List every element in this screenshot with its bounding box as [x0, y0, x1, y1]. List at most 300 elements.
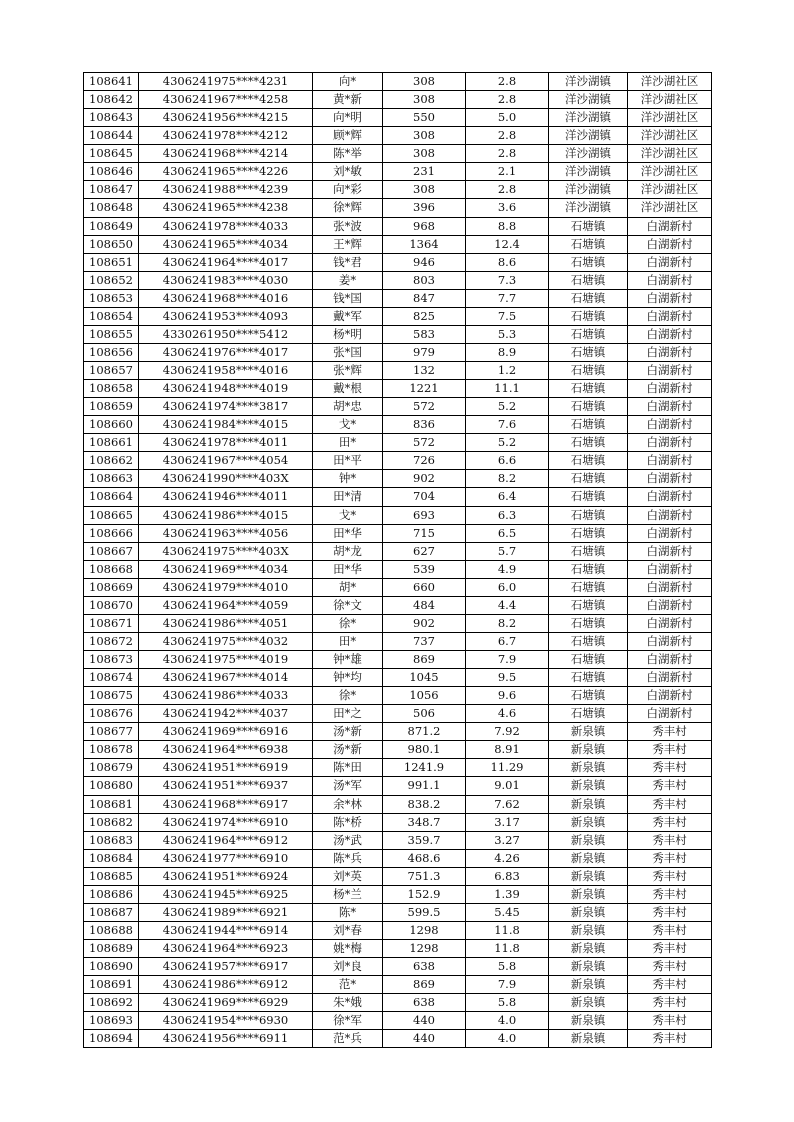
seq-cell: 108657 — [84, 362, 139, 380]
village-cell: 白湖新村 — [628, 380, 712, 398]
seq-cell: 108653 — [84, 289, 139, 307]
town-cell: 石塘镇 — [549, 687, 628, 705]
name-cell: 汤*武 — [313, 831, 383, 849]
village-cell: 白湖新村 — [628, 596, 712, 614]
id-number-cell: 4306241974****6910 — [139, 813, 313, 831]
id-number-cell: 4306241978****4011 — [139, 434, 313, 452]
amount-cell: 991.1 — [383, 777, 466, 795]
id-number-cell: 4306241954****6930 — [139, 1012, 313, 1030]
value-cell: 3.17 — [466, 813, 549, 831]
town-cell: 新泉镇 — [549, 994, 628, 1012]
seq-cell: 108648 — [84, 199, 139, 217]
amount-cell: 396 — [383, 199, 466, 217]
seq-cell: 108694 — [84, 1030, 139, 1048]
name-cell: 胡* — [313, 578, 383, 596]
name-cell: 向* — [313, 73, 383, 91]
town-cell: 石塘镇 — [549, 651, 628, 669]
name-cell: 胡*龙 — [313, 542, 383, 560]
table-row — [84, 91, 712, 109]
table-row — [84, 903, 712, 921]
village-cell: 秀丰村 — [628, 994, 712, 1012]
value-cell: 6.5 — [466, 524, 549, 542]
village-cell: 秀丰村 — [628, 921, 712, 939]
value-cell: 5.8 — [466, 958, 549, 976]
amount-cell: 838.2 — [383, 795, 466, 813]
value-cell: 5.2 — [466, 434, 549, 452]
seq-cell: 108674 — [84, 669, 139, 687]
name-cell: 钟* — [313, 470, 383, 488]
town-cell: 新泉镇 — [549, 958, 628, 976]
village-cell: 白湖新村 — [628, 235, 712, 253]
amount-cell: 869 — [383, 976, 466, 994]
amount-cell: 550 — [383, 109, 466, 127]
village-cell: 白湖新村 — [628, 560, 712, 578]
table-body — [84, 73, 712, 1048]
village-cell: 白湖新村 — [628, 614, 712, 632]
town-cell: 石塘镇 — [549, 217, 628, 235]
amount-cell: 847 — [383, 289, 466, 307]
table-row — [84, 741, 712, 759]
town-cell: 新泉镇 — [549, 849, 628, 867]
id-number-cell: 4306241975****4032 — [139, 632, 313, 650]
value-cell: 7.92 — [466, 723, 549, 741]
table-row — [84, 1030, 712, 1048]
name-cell: 陈* — [313, 903, 383, 921]
value-cell: 4.0 — [466, 1012, 549, 1030]
table-row — [84, 542, 712, 560]
name-cell: 杨*兰 — [313, 885, 383, 903]
town-cell: 石塘镇 — [549, 560, 628, 578]
value-cell: 4.9 — [466, 560, 549, 578]
name-cell: 余*林 — [313, 795, 383, 813]
amount-cell: 506 — [383, 705, 466, 723]
id-number-cell: 4306241956****6911 — [139, 1030, 313, 1048]
value-cell: 6.4 — [466, 488, 549, 506]
seq-cell: 108660 — [84, 416, 139, 434]
village-cell: 白湖新村 — [628, 416, 712, 434]
name-cell: 朱*娥 — [313, 994, 383, 1012]
village-cell: 秀丰村 — [628, 940, 712, 958]
name-cell: 徐* — [313, 614, 383, 632]
amount-cell: 902 — [383, 614, 466, 632]
table-row — [84, 362, 712, 380]
name-cell: 戴*军 — [313, 307, 383, 325]
amount-cell: 308 — [383, 181, 466, 199]
town-cell: 石塘镇 — [549, 524, 628, 542]
value-cell: 1.2 — [466, 362, 549, 380]
id-number-cell: 4306241964****6912 — [139, 831, 313, 849]
town-cell: 新泉镇 — [549, 867, 628, 885]
amount-cell: 1045 — [383, 669, 466, 687]
town-cell: 石塘镇 — [549, 470, 628, 488]
id-number-cell: 4306241974****3817 — [139, 398, 313, 416]
village-cell: 白湖新村 — [628, 217, 712, 235]
town-cell: 洋沙湖镇 — [549, 73, 628, 91]
town-cell: 新泉镇 — [549, 759, 628, 777]
id-number-cell: 4306241978****4212 — [139, 127, 313, 145]
table-row — [84, 343, 712, 361]
town-cell: 石塘镇 — [549, 578, 628, 596]
value-cell: 9.5 — [466, 669, 549, 687]
amount-cell: 231 — [383, 163, 466, 181]
amount-cell: 308 — [383, 127, 466, 145]
village-cell: 秀丰村 — [628, 723, 712, 741]
amount-cell: 627 — [383, 542, 466, 560]
id-number-cell: 4306241945****6925 — [139, 885, 313, 903]
village-cell: 白湖新村 — [628, 506, 712, 524]
town-cell: 石塘镇 — [549, 452, 628, 470]
seq-cell: 108659 — [84, 398, 139, 416]
id-number-cell: 4306241979****4010 — [139, 578, 313, 596]
table-row — [84, 813, 712, 831]
seq-cell: 108680 — [84, 777, 139, 795]
amount-cell: 1298 — [383, 921, 466, 939]
amount-cell: 979 — [383, 343, 466, 361]
id-number-cell: 4306241969****6916 — [139, 723, 313, 741]
seq-cell: 108685 — [84, 867, 139, 885]
town-cell: 新泉镇 — [549, 723, 628, 741]
village-cell: 白湖新村 — [628, 651, 712, 669]
seq-cell: 108679 — [84, 759, 139, 777]
town-cell: 石塘镇 — [549, 362, 628, 380]
seq-cell: 108647 — [84, 181, 139, 199]
amount-cell: 871.2 — [383, 723, 466, 741]
value-cell: 6.3 — [466, 506, 549, 524]
village-cell: 白湖新村 — [628, 307, 712, 325]
town-cell: 新泉镇 — [549, 741, 628, 759]
value-cell: 5.7 — [466, 542, 549, 560]
seq-cell: 108650 — [84, 235, 139, 253]
village-cell: 白湖新村 — [628, 343, 712, 361]
amount-cell: 572 — [383, 434, 466, 452]
town-cell: 洋沙湖镇 — [549, 163, 628, 181]
name-cell: 徐*辉 — [313, 199, 383, 217]
name-cell: 陈*桥 — [313, 813, 383, 831]
town-cell: 新泉镇 — [549, 831, 628, 849]
name-cell: 张*波 — [313, 217, 383, 235]
table-row — [84, 524, 712, 542]
village-cell: 白湖新村 — [628, 271, 712, 289]
table-row — [84, 976, 712, 994]
name-cell: 张*辉 — [313, 362, 383, 380]
seq-cell: 108691 — [84, 976, 139, 994]
town-cell: 新泉镇 — [549, 903, 628, 921]
seq-cell: 108662 — [84, 452, 139, 470]
table-row — [84, 921, 712, 939]
seq-cell: 108678 — [84, 741, 139, 759]
table-row — [84, 217, 712, 235]
table-row — [84, 181, 712, 199]
data-table — [83, 72, 712, 1048]
table-row — [84, 940, 712, 958]
village-cell: 白湖新村 — [628, 452, 712, 470]
amount-cell: 440 — [383, 1030, 466, 1048]
value-cell: 7.62 — [466, 795, 549, 813]
table-row — [84, 777, 712, 795]
seq-cell: 108641 — [84, 73, 139, 91]
amount-cell: 660 — [383, 578, 466, 596]
value-cell: 5.0 — [466, 109, 549, 127]
seq-cell: 108687 — [84, 903, 139, 921]
name-cell: 钱*君 — [313, 253, 383, 271]
table-row — [84, 831, 712, 849]
name-cell: 田*平 — [313, 452, 383, 470]
village-cell: 洋沙湖社区 — [628, 127, 712, 145]
table-row — [84, 109, 712, 127]
value-cell: 2.8 — [466, 91, 549, 109]
name-cell: 刘*敏 — [313, 163, 383, 181]
village-cell: 洋沙湖社区 — [628, 181, 712, 199]
value-cell: 8.91 — [466, 741, 549, 759]
village-cell: 白湖新村 — [628, 524, 712, 542]
amount-cell: 902 — [383, 470, 466, 488]
table-row — [84, 994, 712, 1012]
id-number-cell: 4306241951****6937 — [139, 777, 313, 795]
id-number-cell: 4306241948****4019 — [139, 380, 313, 398]
table-row — [84, 163, 712, 181]
table-row — [84, 271, 712, 289]
id-number-cell: 4306241968****4214 — [139, 145, 313, 163]
id-number-cell: 4306241983****4030 — [139, 271, 313, 289]
table-row — [84, 1012, 712, 1030]
id-number-cell: 4330261950****5412 — [139, 325, 313, 343]
value-cell: 6.6 — [466, 452, 549, 470]
town-cell: 新泉镇 — [549, 1030, 628, 1048]
id-number-cell: 4306241958****4016 — [139, 362, 313, 380]
table-row — [84, 849, 712, 867]
seq-cell: 108686 — [84, 885, 139, 903]
value-cell: 6.7 — [466, 632, 549, 650]
value-cell: 8.2 — [466, 470, 549, 488]
name-cell: 戈* — [313, 506, 383, 524]
village-cell: 秀丰村 — [628, 885, 712, 903]
town-cell: 洋沙湖镇 — [549, 145, 628, 163]
seq-cell: 108676 — [84, 705, 139, 723]
value-cell: 2.8 — [466, 73, 549, 91]
town-cell: 洋沙湖镇 — [549, 181, 628, 199]
table-row — [84, 73, 712, 91]
value-cell: 7.9 — [466, 651, 549, 669]
table-row — [84, 759, 712, 777]
amount-cell: 1241.9 — [383, 759, 466, 777]
town-cell: 新泉镇 — [549, 1012, 628, 1030]
value-cell: 5.8 — [466, 994, 549, 1012]
name-cell: 田*之 — [313, 705, 383, 723]
id-number-cell: 4306241984****4015 — [139, 416, 313, 434]
amount-cell: 751.3 — [383, 867, 466, 885]
id-number-cell: 4306241986****4015 — [139, 506, 313, 524]
amount-cell: 468.6 — [383, 849, 466, 867]
village-cell: 白湖新村 — [628, 398, 712, 416]
town-cell: 新泉镇 — [549, 885, 628, 903]
table-row — [84, 958, 712, 976]
value-cell: 7.6 — [466, 416, 549, 434]
name-cell: 田*华 — [313, 524, 383, 542]
amount-cell: 1056 — [383, 687, 466, 705]
value-cell: 8.2 — [466, 614, 549, 632]
amount-cell: 726 — [383, 452, 466, 470]
name-cell: 王*辉 — [313, 235, 383, 253]
id-number-cell: 4306241968****6917 — [139, 795, 313, 813]
table-row — [84, 687, 712, 705]
town-cell: 石塘镇 — [549, 614, 628, 632]
village-cell: 白湖新村 — [628, 325, 712, 343]
value-cell: 2.8 — [466, 145, 549, 163]
id-number-cell: 4306241986****6912 — [139, 976, 313, 994]
seq-cell: 108683 — [84, 831, 139, 849]
id-number-cell: 4306241957****6917 — [139, 958, 313, 976]
value-cell: 8.6 — [466, 253, 549, 271]
amount-cell: 693 — [383, 506, 466, 524]
seq-cell: 108652 — [84, 271, 139, 289]
amount-cell: 980.1 — [383, 741, 466, 759]
id-number-cell: 4306241977****6910 — [139, 849, 313, 867]
seq-cell: 108672 — [84, 632, 139, 650]
id-number-cell: 4306241956****4215 — [139, 109, 313, 127]
amount-cell: 348.7 — [383, 813, 466, 831]
id-number-cell: 4306241964****4059 — [139, 596, 313, 614]
name-cell: 田* — [313, 632, 383, 650]
name-cell: 田*华 — [313, 560, 383, 578]
table-row — [84, 380, 712, 398]
id-number-cell: 4306241964****4017 — [139, 253, 313, 271]
table-row — [84, 632, 712, 650]
name-cell: 姚*梅 — [313, 940, 383, 958]
village-cell: 白湖新村 — [628, 669, 712, 687]
name-cell: 徐* — [313, 687, 383, 705]
table-row — [84, 235, 712, 253]
seq-cell: 108658 — [84, 380, 139, 398]
table-row — [84, 867, 712, 885]
town-cell: 新泉镇 — [549, 976, 628, 994]
table-row — [84, 434, 712, 452]
town-cell: 石塘镇 — [549, 325, 628, 343]
seq-cell: 108693 — [84, 1012, 139, 1030]
table-row — [84, 723, 712, 741]
value-cell: 4.26 — [466, 849, 549, 867]
amount-cell: 308 — [383, 73, 466, 91]
amount-cell: 825 — [383, 307, 466, 325]
name-cell: 张*国 — [313, 343, 383, 361]
amount-cell: 539 — [383, 560, 466, 578]
value-cell: 4.4 — [466, 596, 549, 614]
seq-cell: 108643 — [84, 109, 139, 127]
table-row — [84, 705, 712, 723]
value-cell: 12.4 — [466, 235, 549, 253]
value-cell: 9.01 — [466, 777, 549, 795]
name-cell: 范*兵 — [313, 1030, 383, 1048]
village-cell: 白湖新村 — [628, 253, 712, 271]
seq-cell: 108667 — [84, 542, 139, 560]
village-cell: 秀丰村 — [628, 849, 712, 867]
value-cell: 11.1 — [466, 380, 549, 398]
value-cell: 5.45 — [466, 903, 549, 921]
town-cell: 石塘镇 — [549, 669, 628, 687]
amount-cell: 803 — [383, 271, 466, 289]
table-row — [84, 560, 712, 578]
table-row — [84, 307, 712, 325]
amount-cell: 638 — [383, 994, 466, 1012]
amount-cell: 583 — [383, 325, 466, 343]
name-cell: 戴*根 — [313, 380, 383, 398]
seq-cell: 108645 — [84, 145, 139, 163]
town-cell: 石塘镇 — [549, 343, 628, 361]
seq-cell: 108663 — [84, 470, 139, 488]
amount-cell: 737 — [383, 632, 466, 650]
id-number-cell: 4306241975****4019 — [139, 651, 313, 669]
value-cell: 3.27 — [466, 831, 549, 849]
name-cell: 刘*英 — [313, 867, 383, 885]
name-cell: 向*彩 — [313, 181, 383, 199]
name-cell: 田* — [313, 434, 383, 452]
amount-cell: 308 — [383, 91, 466, 109]
village-cell: 白湖新村 — [628, 434, 712, 452]
id-number-cell: 4306241967****4258 — [139, 91, 313, 109]
id-number-cell: 4306241965****4226 — [139, 163, 313, 181]
amount-cell: 1298 — [383, 940, 466, 958]
id-number-cell: 4306241969****6929 — [139, 994, 313, 1012]
value-cell: 3.6 — [466, 199, 549, 217]
table-row — [84, 145, 712, 163]
table-row — [84, 885, 712, 903]
value-cell: 9.6 — [466, 687, 549, 705]
village-cell: 洋沙湖社区 — [628, 163, 712, 181]
seq-cell: 108665 — [84, 506, 139, 524]
table-row — [84, 596, 712, 614]
id-number-cell: 4306241975****403X — [139, 542, 313, 560]
town-cell: 洋沙湖镇 — [549, 199, 628, 217]
seq-cell: 108655 — [84, 325, 139, 343]
name-cell: 汤*军 — [313, 777, 383, 795]
id-number-cell: 4306241964****6923 — [139, 940, 313, 958]
town-cell: 石塘镇 — [549, 434, 628, 452]
seq-cell: 108654 — [84, 307, 139, 325]
name-cell: 钟*均 — [313, 669, 383, 687]
value-cell: 4.0 — [466, 1030, 549, 1048]
town-cell: 洋沙湖镇 — [549, 127, 628, 145]
village-cell: 秀丰村 — [628, 795, 712, 813]
town-cell: 石塘镇 — [549, 289, 628, 307]
town-cell: 石塘镇 — [549, 235, 628, 253]
name-cell: 陈*兵 — [313, 849, 383, 867]
table-row — [84, 325, 712, 343]
seq-cell: 108664 — [84, 488, 139, 506]
table-row — [84, 470, 712, 488]
village-cell: 秀丰村 — [628, 831, 712, 849]
village-cell: 洋沙湖社区 — [628, 199, 712, 217]
amount-cell: 484 — [383, 596, 466, 614]
value-cell: 11.8 — [466, 921, 549, 939]
amount-cell: 572 — [383, 398, 466, 416]
village-cell: 秀丰村 — [628, 1030, 712, 1048]
table-row — [84, 452, 712, 470]
value-cell: 2.8 — [466, 127, 549, 145]
seq-cell: 108675 — [84, 687, 139, 705]
id-number-cell: 4306241986****4033 — [139, 687, 313, 705]
village-cell: 白湖新村 — [628, 488, 712, 506]
name-cell: 姜* — [313, 271, 383, 289]
town-cell: 石塘镇 — [549, 307, 628, 325]
village-cell: 秀丰村 — [628, 976, 712, 994]
amount-cell: 869 — [383, 651, 466, 669]
id-number-cell: 4306241976****4017 — [139, 343, 313, 361]
town-cell: 石塘镇 — [549, 398, 628, 416]
table-row — [84, 614, 712, 632]
seq-cell: 108670 — [84, 596, 139, 614]
table-row — [84, 578, 712, 596]
amount-cell: 836 — [383, 416, 466, 434]
village-cell: 秀丰村 — [628, 813, 712, 831]
